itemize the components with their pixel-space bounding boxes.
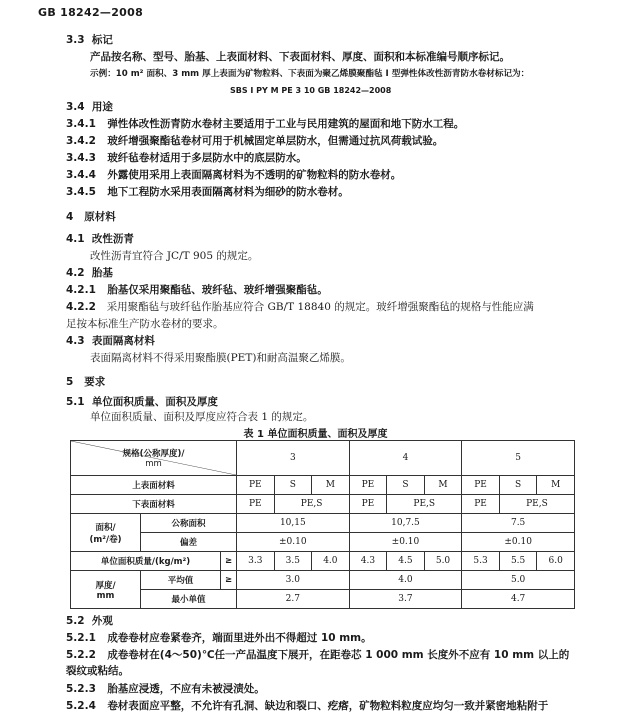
section-4-3-heading bbox=[66, 334, 155, 348]
item-number: 3.4.2 bbox=[66, 135, 96, 147]
item-text: 采用聚酯毡与玻纤毡作胎基应符合 GB/T 18840 的规定。玻纤增强聚酯毡的规格与性能应满 bbox=[106, 301, 534, 313]
table-cell: 4.7 bbox=[462, 590, 575, 609]
table-row bbox=[71, 495, 575, 514]
table-row bbox=[71, 441, 575, 476]
table-cell: PE bbox=[349, 495, 387, 514]
table-cell: 10,15 bbox=[237, 514, 350, 533]
table-cell: PE,S bbox=[274, 495, 349, 514]
section-number: 4.3 bbox=[66, 335, 85, 347]
item-text: 玻纤增强聚酯毡卷材可用于机械固定单层防水，但需通过抗风荷载试验。 bbox=[107, 135, 444, 147]
table-cell: M bbox=[312, 476, 350, 495]
list-item bbox=[66, 117, 464, 131]
spec-label: 规格(公称厚度)/ bbox=[122, 449, 185, 459]
section-title: 原材料 bbox=[84, 211, 116, 223]
table-cell: 6.0 bbox=[537, 552, 575, 571]
paragraph: 单位面积质量、面积及厚度应符合表 1 的规定。 bbox=[90, 411, 314, 423]
section-number: 4.1 bbox=[66, 233, 85, 245]
section-5-heading bbox=[66, 375, 105, 389]
list-item bbox=[66, 283, 328, 297]
item-number: 4.2.1 bbox=[66, 284, 96, 296]
item-text: 卷材表面应平整，不允许有孔洞、缺边和裂口、疙瘩，矿物粒料粒度应均匀一致并紧密地粘附于 bbox=[107, 700, 549, 712]
section-number: 3.4 bbox=[66, 101, 85, 113]
section-number: 5.2 bbox=[66, 615, 85, 627]
item-text: 胎基应浸透，不应有未被浸渍处。 bbox=[107, 683, 265, 695]
table-row bbox=[71, 571, 575, 590]
table-cell: S bbox=[274, 476, 312, 495]
list-item bbox=[66, 648, 569, 662]
row-label: 单位面积质量/(kg/m²) bbox=[71, 552, 221, 571]
section-4-2-heading bbox=[66, 266, 113, 280]
row-label: 上表面材料 bbox=[71, 476, 237, 495]
list-item bbox=[66, 168, 401, 182]
item-number: 5.2.3 bbox=[66, 683, 96, 695]
table-cell: 3 bbox=[237, 441, 350, 476]
header-cell-spec bbox=[71, 441, 237, 476]
table-cell: PE,S bbox=[387, 495, 462, 514]
table-cell: 7.5 bbox=[462, 514, 575, 533]
table-cell: 4.5 bbox=[387, 552, 425, 571]
section-number: 5.1 bbox=[66, 396, 85, 408]
item-number: 5.2.1 bbox=[66, 632, 96, 644]
table-cell: PE bbox=[237, 476, 275, 495]
comparison-symbol: ≥ bbox=[221, 552, 237, 571]
list-item bbox=[66, 699, 548, 713]
section-title: 胎基 bbox=[91, 267, 113, 279]
thickness-unit: mm bbox=[96, 590, 115, 601]
item-text: 地下工程防水采用表面隔离材料为细砂的防水卷材。 bbox=[107, 186, 349, 198]
section-4-heading bbox=[66, 210, 116, 224]
table-cell: 5.5 bbox=[499, 552, 537, 571]
table-cell: 4 bbox=[349, 441, 462, 476]
section-number: 4 bbox=[66, 211, 74, 223]
table-row bbox=[71, 476, 575, 495]
paragraph-continuation: 足按本标准生产防水卷材的要求。 bbox=[66, 318, 224, 330]
list-item bbox=[66, 151, 307, 165]
table-cell: 4.3 bbox=[349, 552, 387, 571]
section-title: 改性沥青 bbox=[91, 233, 134, 245]
item-number: 3.4.3 bbox=[66, 152, 96, 164]
list-item bbox=[66, 185, 349, 199]
table-cell: PE bbox=[462, 476, 500, 495]
section-number: 3.3 bbox=[66, 34, 85, 46]
table-1 bbox=[70, 440, 575, 609]
standard-header: GB 18242—2008 bbox=[38, 6, 144, 19]
section-5-2-heading bbox=[66, 614, 113, 628]
section-number: 4.2 bbox=[66, 267, 85, 279]
item-number: 5.2.4 bbox=[66, 700, 96, 712]
item-number: 4.2.2 bbox=[66, 301, 96, 313]
list-item bbox=[66, 682, 265, 696]
area-unit: (m²/卷) bbox=[89, 534, 122, 545]
item-text: 成卷卷材应卷紧卷齐，端面里进外出不得超过 10 mm。 bbox=[107, 632, 372, 644]
table-cell: PE bbox=[349, 476, 387, 495]
table-cell: 3.0 bbox=[237, 571, 350, 590]
paragraph: 改性沥青宜符合 JC/T 905 的规定。 bbox=[90, 250, 259, 262]
paragraph: 表面隔离材料不得采用聚酯膜(PET)和耐高温聚乙烯膜。 bbox=[90, 352, 351, 364]
table-cell: PE,S bbox=[499, 495, 574, 514]
table-cell: 4.0 bbox=[349, 571, 462, 590]
spec-unit: mm bbox=[145, 459, 162, 469]
list-item bbox=[66, 134, 443, 148]
table-cell: 5 bbox=[462, 441, 575, 476]
row-label: 最小单值 bbox=[141, 590, 237, 609]
item-text: 胎基仅采用聚酯毡、玻纤毡、玻纤增强聚酯毡。 bbox=[107, 284, 328, 296]
row-label-area bbox=[71, 514, 141, 552]
table-cell: 2.7 bbox=[237, 590, 350, 609]
table-cell: M bbox=[537, 476, 575, 495]
section-3-3-heading bbox=[66, 33, 113, 47]
section-4-1-heading bbox=[66, 232, 134, 246]
table-cell: 5.0 bbox=[424, 552, 462, 571]
marking-example: SBS I PY M PE 3 10 GB 18242—2008 bbox=[230, 86, 392, 95]
table-row bbox=[71, 552, 575, 571]
paragraph-continuation: 裂纹或粘结。 bbox=[66, 665, 129, 677]
table-cell: 5.0 bbox=[462, 571, 575, 590]
table-row bbox=[71, 590, 575, 609]
table-cell: PE bbox=[462, 495, 500, 514]
table-cell: PE bbox=[237, 495, 275, 514]
table-cell: 5.3 bbox=[462, 552, 500, 571]
table-cell: 3.7 bbox=[349, 590, 462, 609]
item-number: 3.4.4 bbox=[66, 169, 96, 181]
row-label: 公称面积 bbox=[141, 514, 237, 533]
table-cell: S bbox=[387, 476, 425, 495]
list-item bbox=[66, 631, 372, 645]
row-label: 下表面材料 bbox=[71, 495, 237, 514]
table-cell: ±0.10 bbox=[349, 533, 462, 552]
table-cell: ±0.10 bbox=[462, 533, 575, 552]
section-3-4-heading bbox=[66, 100, 113, 114]
paragraph: 产品按名称、型号、胎基、上表面材料、下表面材料、厚度、面积和本标准编号顺序标记。 bbox=[90, 51, 510, 63]
item-text: 成卷卷材在(4～50)℃任一产品温度下展开，在距卷芯 1 000 mm 长度外不应有 10 mm 以上的 bbox=[107, 649, 570, 661]
row-label: 平均值 bbox=[141, 571, 221, 590]
item-number: 3.4.5 bbox=[66, 186, 96, 198]
example-text: 示例：10 m² 面积、3 mm 厚上表面为矿物粒料、下表面为聚乙烯膜聚酯毡 I 型弹性体改性沥青防水卷材标记为： bbox=[90, 69, 530, 79]
section-title: 外观 bbox=[91, 615, 113, 627]
item-number: 5.2.2 bbox=[66, 649, 96, 661]
thickness-label: 厚度/ bbox=[95, 580, 116, 591]
row-label-thickness bbox=[71, 571, 141, 609]
list-item bbox=[66, 300, 534, 314]
table-cell: 10,7.5 bbox=[349, 514, 462, 533]
comparison-symbol: ≥ bbox=[221, 571, 237, 590]
table-cell: S bbox=[499, 476, 537, 495]
table-cell: 3.3 bbox=[237, 552, 275, 571]
section-title: 要求 bbox=[84, 376, 106, 388]
section-5-1-heading bbox=[66, 395, 218, 409]
item-number: 3.4.1 bbox=[66, 118, 96, 130]
item-text: 外露使用采用上表面隔离材料为不透明的矿物粒料的防水卷材。 bbox=[107, 169, 402, 181]
table-cell: 4.0 bbox=[312, 552, 350, 571]
item-text: 玻纤毡卷材适用于多层防水中的底层防水。 bbox=[107, 152, 307, 164]
table-caption: 表 1 单位面积质量、面积及厚度 bbox=[243, 429, 388, 440]
section-title: 用途 bbox=[91, 101, 113, 113]
area-label: 面积/ bbox=[95, 522, 116, 533]
section-title: 标记 bbox=[91, 34, 113, 46]
row-label: 偏差 bbox=[141, 533, 237, 552]
table-cell: ±0.10 bbox=[237, 533, 350, 552]
table-cell: 3.5 bbox=[274, 552, 312, 571]
table-row bbox=[71, 514, 575, 533]
section-title: 表面隔离材料 bbox=[91, 335, 155, 347]
item-text: 弹性体改性沥青防水卷材主要适用于工业与民用建筑的屋面和地下防水工程。 bbox=[107, 118, 465, 130]
section-title: 单位面积质量、面积及厚度 bbox=[91, 396, 218, 408]
table-row bbox=[71, 533, 575, 552]
table-cell: M bbox=[424, 476, 462, 495]
section-number: 5 bbox=[66, 376, 74, 388]
